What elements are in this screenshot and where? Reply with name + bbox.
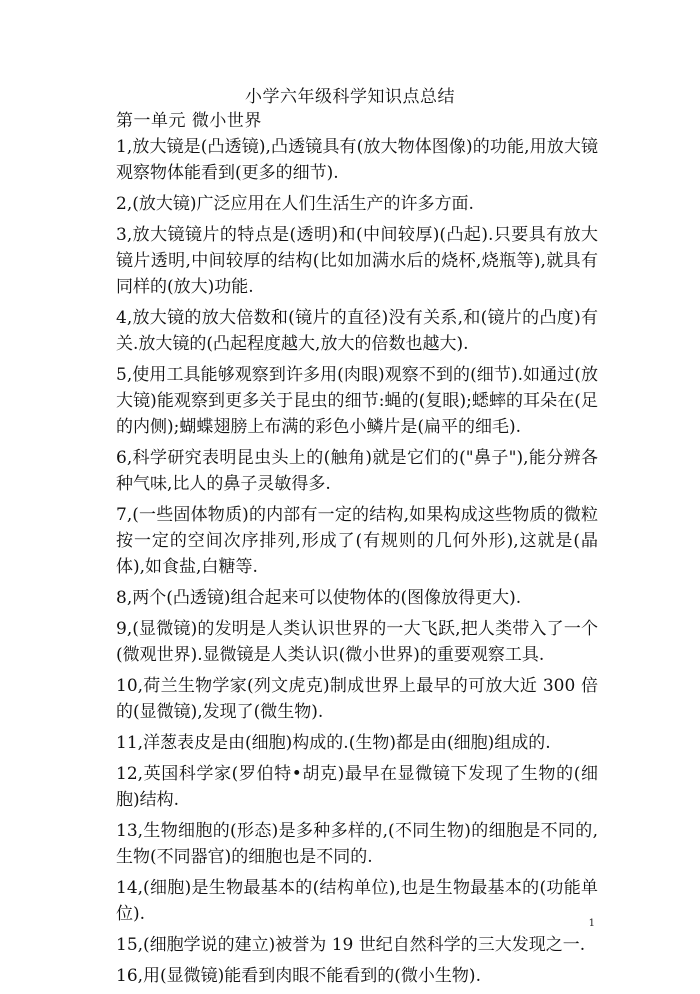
list-item: 6,科学研究表明昆虫头上的(触角)就是它们的("鼻子"),能分辨各种气味,比人的鼻子灵敏得多. bbox=[116, 448, 598, 494]
unit-heading: 第一单元 微小世界 bbox=[116, 111, 262, 131]
list-item: 2,(放大镜)广泛应用在人们生活生产的许多方面. bbox=[116, 194, 474, 214]
list-item: 9,(显微镜)的发明是人类认识世界的一大飞跃,把人类带入了一个(微观世界).显微镜是人类认识(微小世界)的重要观察工具. bbox=[116, 619, 598, 665]
list-item: 15,(细胞学说的建立)被誉为 19 世纪自然科学的三大发现之一. bbox=[116, 935, 586, 955]
list-item: 4,放大镜的放大倍数和(镜片的直径)没有关系,和(镜片的凸度)有关.放大镜的(凸起程度越大,放大的倍数也越大). bbox=[116, 308, 598, 354]
page-number: 1 bbox=[588, 918, 595, 929]
list-item: 12,英国科学家(罗伯特•胡克)最早在显微镜下发现了生物的(细胞)结构. bbox=[116, 764, 598, 810]
list-item: 8,两个(凸透镜)组合起来可以使物体的(图像放得更大). bbox=[116, 588, 522, 608]
list-item: 3,放大镜镜片的特点是(透明)和(中间较厚)(凸起).只要具有放大镜片透明,中间较厚的结构(比如加满水后的烧杯,烧瓶等),就具有同样的(放大)功能. bbox=[116, 225, 598, 297]
list-item: 5,使用工具能够观察到许多用(肉眼)观察不到的(细节).如通过(放大镜)能观察到更多关于昆虫的细节:蝇的(复眼);蟋蟀的耳朵在(足的内侧);蝴蝶翅膀上布满的彩色小鳞片是(扁平的细毛). bbox=[116, 365, 598, 437]
list-item: 7,(一些固体物质)的内部有一定的结构,如果构成这些物质的微粒按一定的空间次序排列,形成了(有规则的几何外形),这就是(晶体),如食盐,白糖等. bbox=[116, 505, 598, 577]
list-item: 11,洋葱表皮是由(细胞)构成的.(生物)都是由(细胞)组成的. bbox=[116, 733, 551, 753]
list-item: 1,放大镜是(凸透镜),凸透镜具有(放大物体图像)的功能,用放大镜观察物体能看到(更多的细节). bbox=[116, 137, 598, 183]
list-item: 14,(细胞)是生物最基本的(结构单位),也是生物最基本的(功能单位). bbox=[116, 878, 598, 924]
list-item: 10,荷兰生物学家(列文虎克)制成世界上最早的可放大近 300 倍的(显微镜),发现了(微生物). bbox=[116, 676, 598, 722]
list-item: 13,生物细胞的(形态)是多种多样的,(不同生物)的细胞是不同的,生物(不同器官)的细胞也是不同的. bbox=[116, 821, 598, 867]
list-item: 16,用(显微镜)能看到肉眼不能看到的(微小生物). bbox=[116, 966, 481, 986]
document-title: 小学六年级科学知识点总结 bbox=[245, 87, 455, 107]
document-body bbox=[116, 108, 598, 994]
